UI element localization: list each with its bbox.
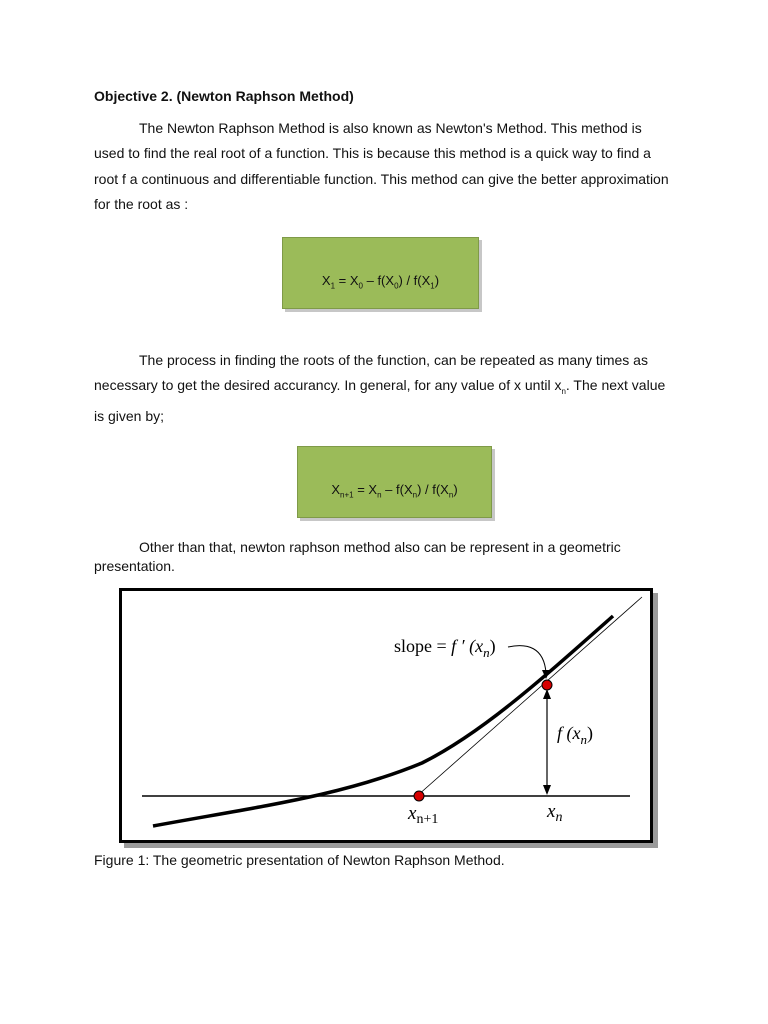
figure-caption: Figure 1: The geometric presentation of Newton Raphson Method. [94,852,505,868]
slope-pointer [508,646,546,673]
equation-2: $X_{n+1} = X_n - f(X_n) / f(X_n)$ [331,482,458,500]
fx-label: f $(x_n)$ [557,723,593,747]
function-curve [153,616,613,826]
equation-1: $X_1 = X_0 - f(X_0) / f(X_1)$ [321,273,440,291]
slope-label: slope = f ′ $(x_n)$ [394,636,496,660]
intro-text: The Newton Raphson Method is also known as Newton's Method. This method is used to find the real root of a function. This is because this method is a quick way to find a root f a continuous and differentiable function. This method can give the better approximation for the root as : [94,120,669,212]
point-xn [542,680,552,690]
figure-diagram [122,591,650,840]
newton-raphson-figure [119,588,653,843]
fx-arrow-down-head [543,785,551,795]
section-heading: Objective 2. (Newton Raphson Method) [94,88,354,104]
iteration-paragraph: The process in finding the roots of the function, can be repeated as many times as necessary to get the desired accurancy. In general, for any value of x until $x_n$. The next value is given by; [94,352,666,425]
equation-box-1 [282,237,479,309]
xn-label: $x_n$ [547,801,563,825]
intro-paragraph [94,116,674,217]
xn-plus-1-label: $x_{n+1}$ [408,803,439,827]
tangent-line [417,597,642,796]
equation-box-2 [297,446,492,518]
point-xn-plus-1 [414,791,424,801]
geometric-paragraph: Other than that, newton raphson method also can be represent in a geometric presentation. [94,539,621,574]
